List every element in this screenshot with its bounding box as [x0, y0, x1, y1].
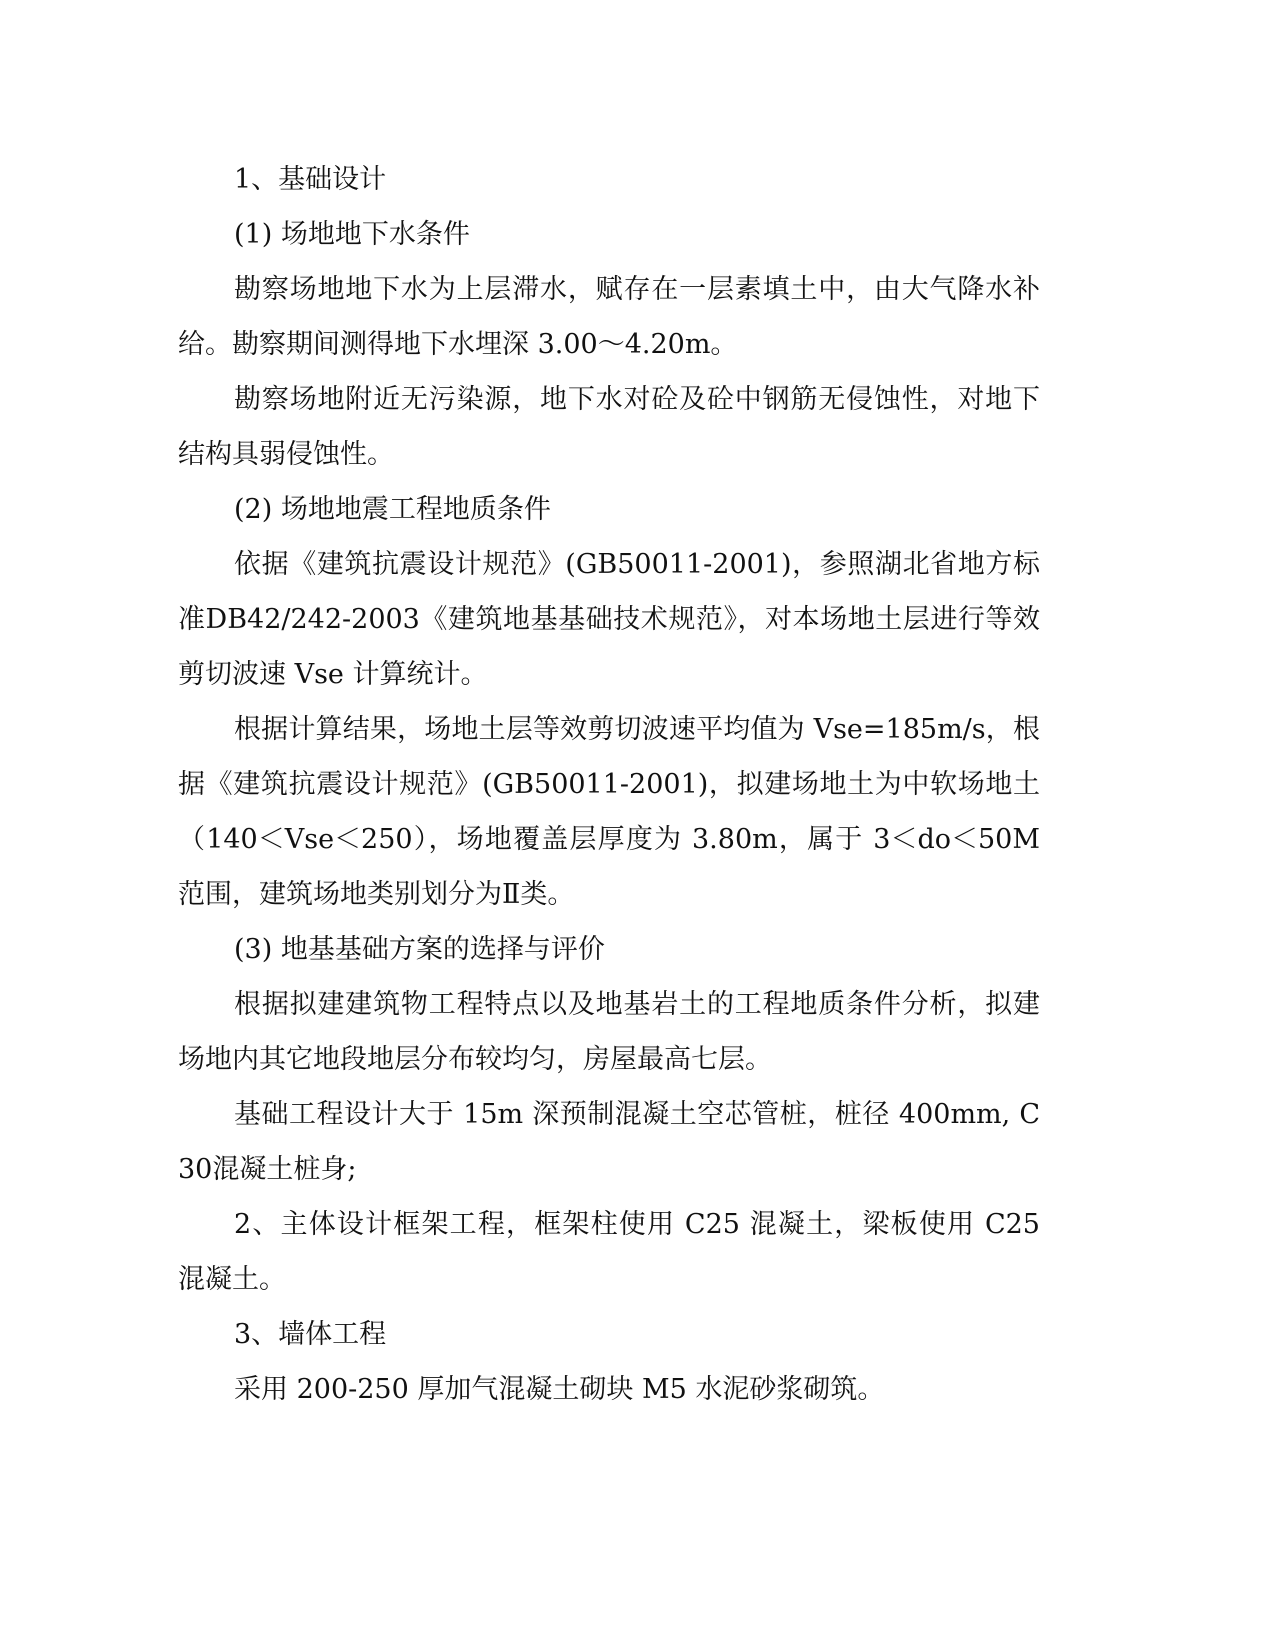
- paragraph-seismic-basis: 依据《建筑抗震设计规范》(GB50011-2001)，参照湖北省地方标准DB42/242-2003《建筑地基基础技术规范》，对本场地土层进行等效剪切波速 Vse 计算统计。: [178, 549, 1040, 690]
- paragraph-main-structure: 2、主体设计框架工程，框架柱使用 C25 混凝土，梁板使用 C25 混凝土。: [178, 1209, 1040, 1295]
- paragraph-pile-design: 基础工程设计大于 15m 深预制混凝土空芯管桩，桩径 400mm, C30混凝土桩身;: [178, 1099, 1040, 1185]
- subheading-foundation-scheme: (3) 地基基础方案的选择与评价: [234, 934, 605, 965]
- document-body: [178, 152, 1040, 1417]
- section-heading-foundation-design: 1、基础设计: [234, 164, 387, 195]
- subheading-groundwater-conditions: (1) 场地地下水条件: [234, 219, 470, 250]
- paragraph-corrosion-assessment: 勘察场地附近无污染源，地下水对砼及砼中钢筋无侵蚀性，对地下结构具弱侵蚀性。: [178, 384, 1040, 470]
- paragraph-scheme-analysis: 根据拟建建筑物工程特点以及地基岩土的工程地质条件分析，拟建场地内其它地段地层分布较均匀，房屋最高七层。: [178, 989, 1040, 1075]
- paragraph-wall-materials: 采用 200-250 厚加气混凝土砌块 M5 水泥砂浆砌筑。: [234, 1374, 885, 1405]
- paragraph-seismic-result: 根据计算结果，场地土层等效剪切波速平均值为 Vse=185m/s，根据《建筑抗震设计规范》(GB50011-2001)，拟建场地土为中软场地土（140＜Vse＜250），场地覆盖层厚度为 3.80m，属于 3＜do＜50M 范围，建筑场地类别划分为Ⅱ类。: [178, 714, 1040, 910]
- subheading-seismic-conditions: (2) 场地地震工程地质条件: [234, 494, 551, 525]
- paragraph-groundwater-description: 勘察场地地下水为上层滞水，赋存在一层素填土中，由大气降水补给。勘察期间测得地下水埋深 3.00～4.20m。: [178, 274, 1040, 360]
- section-heading-wall-works: 3、墙体工程: [234, 1319, 387, 1350]
